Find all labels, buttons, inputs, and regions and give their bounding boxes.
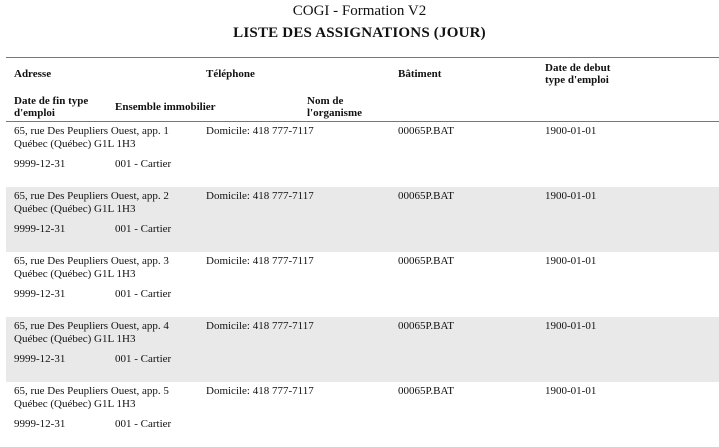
header-nom-organisme (307, 95, 362, 119)
header-telephone: Téléphone (206, 68, 255, 80)
end-date: 9999-12-31 (14, 418, 66, 430)
phone: Domicile: 418 777-7117 (206, 320, 314, 332)
header-date-fin (14, 95, 88, 119)
header-adresse: Adresse (14, 68, 52, 80)
address-line-1: 65, rue Des Peupliers Ouest, app. 1 (14, 125, 169, 137)
phone: Domicile: 418 777-7117 (206, 190, 314, 202)
table-row (6, 122, 719, 187)
address-line-2: Québec (Québec) G1L 1H3 (14, 203, 136, 215)
building: 00065P.BAT (398, 190, 454, 202)
header-nom-organisme-line2: l'organisme (307, 107, 362, 119)
address-line-1: 65, rue Des Peupliers Ouest, app. 4 (14, 320, 169, 332)
report-title: LISTE DES ASSIGNATIONS (JOUR) (233, 25, 486, 41)
start-date: 1900-01-01 (545, 255, 597, 267)
header-batiment: Bâtiment (398, 68, 442, 80)
header-date-debut (545, 62, 610, 86)
building: 00065P.BAT (398, 125, 454, 137)
address-line-1: 65, rue Des Peupliers Ouest, app. 5 (14, 385, 169, 397)
address-line-1: 65, rue Des Peupliers Ouest, app. 2 (14, 190, 169, 202)
building: 00065P.BAT (398, 320, 454, 332)
ensemble-immobilier: 001 - Cartier (115, 288, 172, 300)
header-date-debut-line2: type d'emploi (545, 74, 609, 86)
phone: Domicile: 418 777-7117 (206, 255, 314, 267)
address-line-2: Québec (Québec) G1L 1H3 (14, 333, 136, 345)
address-line-2: Québec (Québec) G1L 1H3 (14, 138, 136, 150)
header-date-fin-line2: d'emploi (14, 107, 55, 119)
phone: Domicile: 418 777-7117 (206, 125, 314, 137)
header-top-rule (6, 57, 719, 58)
ensemble-immobilier: 001 - Cartier (115, 223, 172, 235)
phone: Domicile: 418 777-7117 (206, 385, 314, 397)
end-date: 9999-12-31 (14, 158, 66, 170)
start-date: 1900-01-01 (545, 125, 597, 137)
table-row (6, 317, 719, 382)
header-nom-organisme-line1: Nom de (307, 95, 344, 107)
start-date: 1900-01-01 (545, 320, 597, 332)
header-date-fin-line1: Date de fin type (14, 95, 89, 107)
header-ensemble: Ensemble immobilier (115, 101, 216, 113)
table-row (6, 252, 719, 317)
start-date: 1900-01-01 (545, 385, 597, 397)
app-title: COGI - Formation V2 (292, 3, 427, 19)
ensemble-immobilier: 001 - Cartier (115, 353, 172, 365)
ensemble-immobilier: 001 - Cartier (115, 158, 172, 170)
header-date-debut-line1: Date de debut (545, 62, 611, 74)
building: 00065P.BAT (398, 385, 454, 397)
building: 00065P.BAT (398, 255, 454, 267)
address-line-2: Québec (Québec) G1L 1H3 (14, 268, 136, 280)
end-date: 9999-12-31 (14, 353, 66, 365)
address-line-1: 65, rue Des Peupliers Ouest, app. 3 (14, 255, 169, 267)
end-date: 9999-12-31 (14, 288, 66, 300)
ensemble-immobilier: 001 - Cartier (115, 418, 172, 430)
table-row (6, 382, 719, 447)
end-date: 9999-12-31 (14, 223, 66, 235)
start-date: 1900-01-01 (545, 190, 597, 202)
address-line-2: Québec (Québec) G1L 1H3 (14, 398, 136, 410)
table-row (6, 187, 719, 252)
